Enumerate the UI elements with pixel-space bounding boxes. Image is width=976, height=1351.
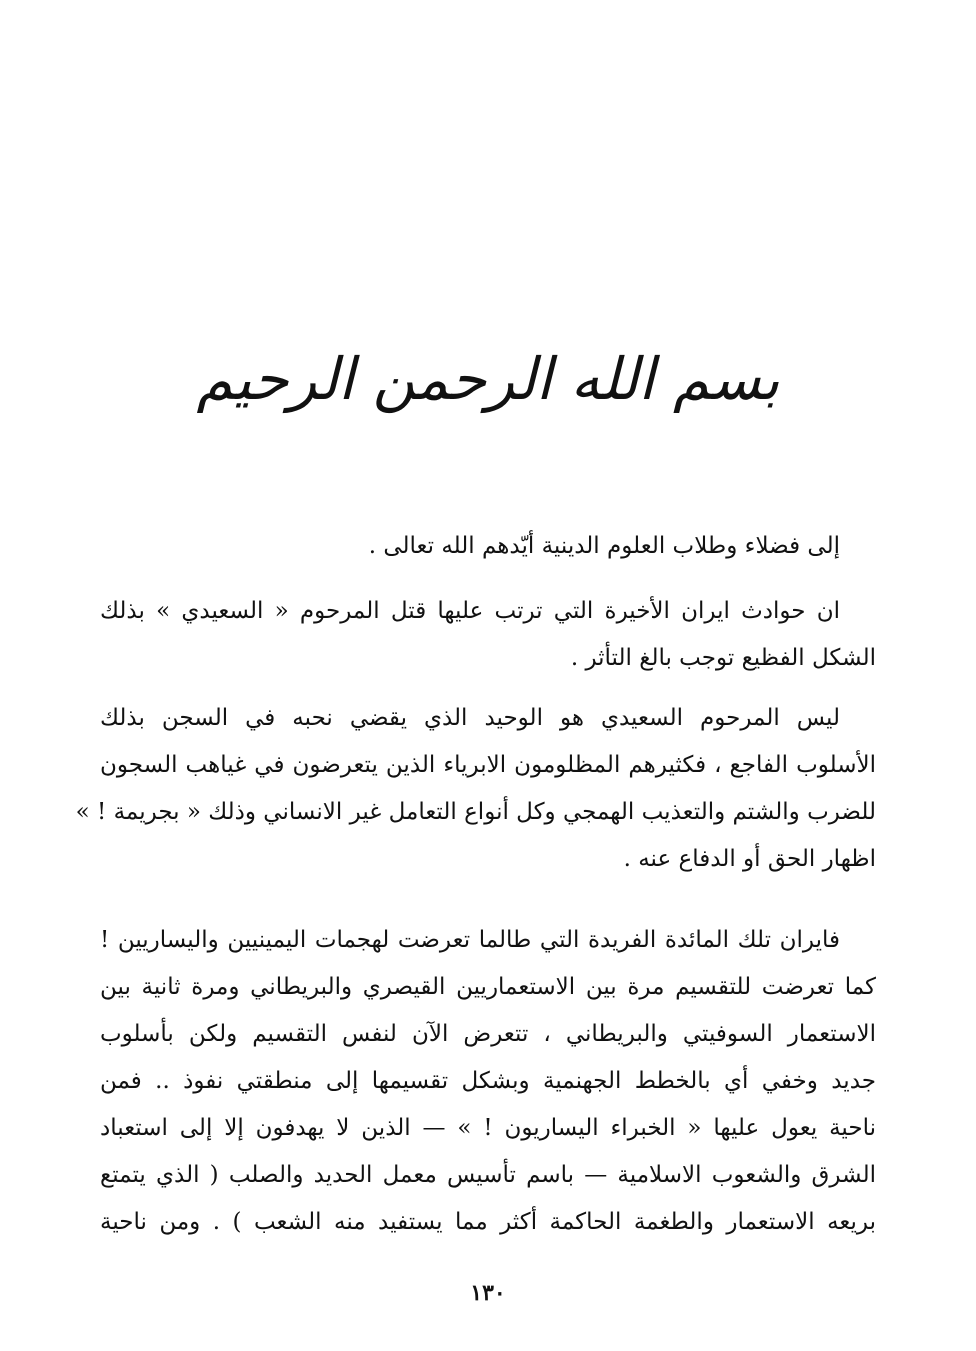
paragraph-line: اظهار الحق أو الدفاع عنه . [623, 846, 876, 872]
paragraph-events [100, 588, 876, 682]
paragraph-line: ان حوادث ايران الأخيرة التي ترتب عليها قتل المرحوم « السعيدي » بذلك [100, 598, 840, 624]
basmala-calligraphy: بسم الله الرحمن الرحيم [196, 345, 780, 413]
paragraph-line: الشكل الفظيع توجب بالغ التأثر . [570, 645, 876, 671]
paragraph-line: للضرب والشتم والتعذيب الهمجي وكل أنواع التعامل غير الانساني وذلك « بجريمة ! » [75, 799, 876, 825]
paragraph-prisoners [75, 695, 876, 883]
page-number: ١٣٠ [470, 1280, 506, 1306]
paragraph-line: الأسلوب الفاجع ، فكثيرهم المظلومون الابرياء الذين يتعرضون في غياهب السجون [100, 752, 876, 778]
paragraph-line: ناحية يعول عليها « الخبراء اليساريون ! » — الذين لا يهدفون إلا إلى استعباد [100, 1115, 876, 1141]
paragraph-iran [100, 917, 876, 1246]
paragraph-line: الاستعمار السوفيتي والبريطاني ، تتعرض الآن لنفس التقسيم ولكن بأسلوب [100, 1021, 876, 1047]
paragraph-line: إلى فضلاء وطلاب العلوم الدينية أيّدهم الله تعالى . [368, 533, 840, 559]
paragraph-line: فايران تلك المائدة الفريدة التي طالما تعرضت لهجمات اليمينيين واليساريين ! [100, 927, 840, 953]
paragraph-line: الشرق والشعوب الاسلامية — باسم تأسيس معمل الحديد والصلب ( الذي يتمتع [100, 1162, 876, 1188]
paragraph-line: جديد وخفي أي بالخطط الجهنمية وبشكل تقسيمها إلى منطقتي نفوذ .. فمن [100, 1068, 876, 1094]
paragraph-line: كما تعرضت للتقسيم مرة بين الاستعماريين القيصري والبريطاني ومرة ثانية بين [100, 974, 876, 1000]
paragraph-line: ليس المرحوم السعيدي هو الوحيد الذي يقضي نحبه في السجن بذلك [100, 705, 840, 731]
dedication-paragraph [100, 523, 840, 570]
paragraph-line: بريعه الاستعمار والطغمة الحاكمة أكثر مما يستفيد منه الشعب ) . ومن ناحية [100, 1209, 876, 1235]
